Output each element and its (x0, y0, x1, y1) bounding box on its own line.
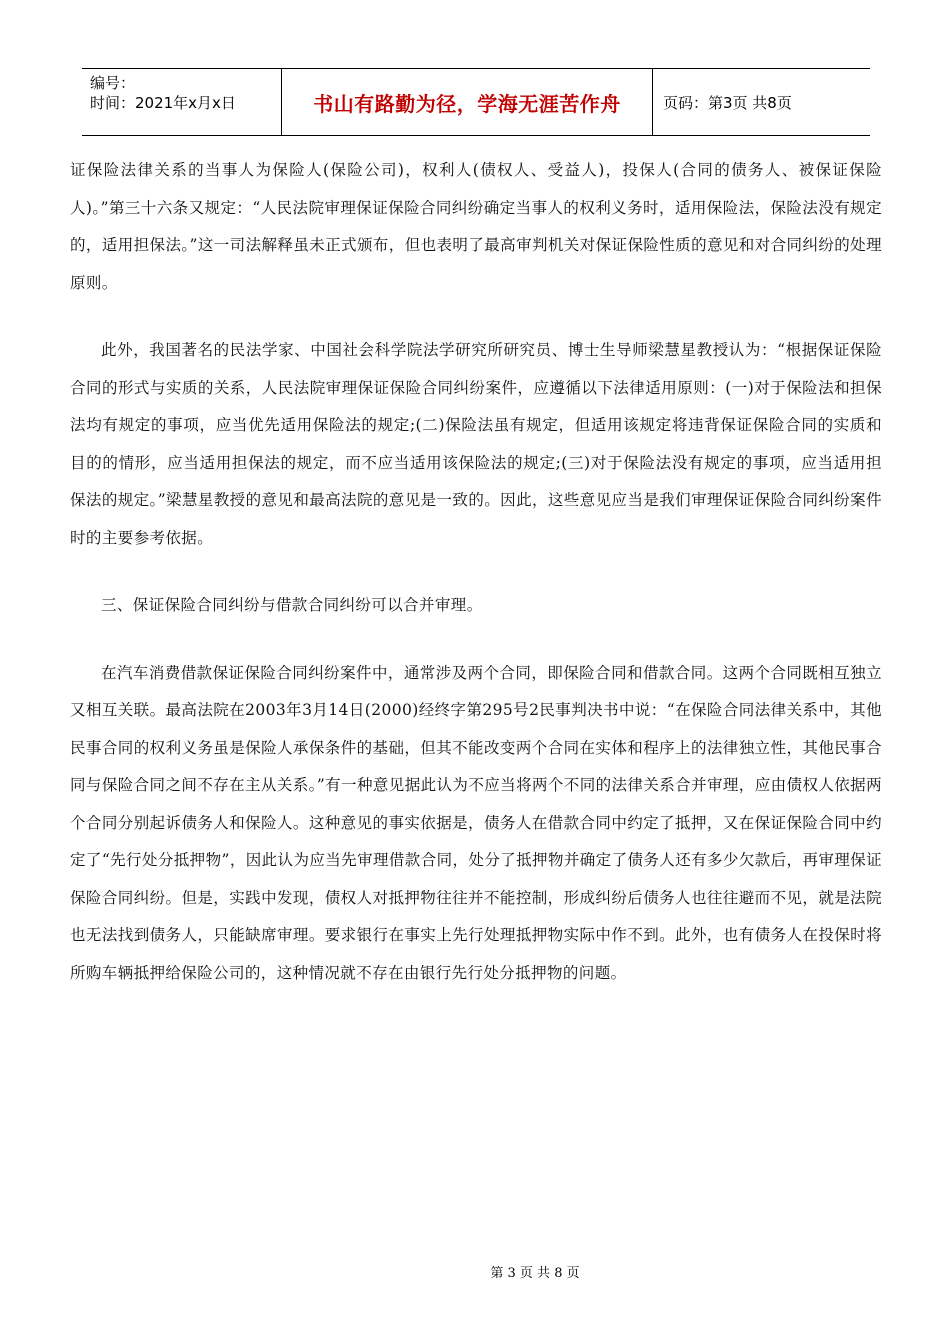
header-page-cell (653, 69, 870, 135)
paragraph-auto-loan: 在汽车消费借款保证保险合同纠纷案件中，通常涉及两个合同，即保险合同和借款合同。这两个合同既相互独立又相互关联。最高法院在2003年3月14日(2000)经终字第295号2民事判决书中说：“在保险合同法律关系中，其他民事合同的权利义务虽是保险人承保条件的基础，但其不能改变两个合同在实体和程序上的法律独立性，其他民事合同与保险合同之间不存在主从关系。”有一种意见据此认为不应当将两个不同的法律关系合并审理，应由债权人依据两个合同分别起诉债务人和保险人。这种意见的事实依据是，债务人在借款合同中约定了抵押，又在保证保险合同中约定了“先行处分抵押物”，因此认为应当先审理借款合同，处分了抵押物并确定了债务人还有多少欠款后，再审理保证保险合同纠纷。但是，实践中发现，债权人对抵押物往往并不能控制，形成纠纷后债务人也往往避而不见，就是法院也无法找到债务人，只能缺席审理。要求银行在事实上先行处理抵押物实际中作不到。此外，也有债务人在投保时将所购车辆抵押给保险公司的，这种情况就不存在由银行先行处分抵押物的问题。 (70, 663, 882, 982)
header-motto-cell (282, 69, 653, 135)
header-meta-cell (82, 69, 282, 135)
document-body (70, 152, 882, 992)
section-heading-three: 三、保证保险合同纠纷与借款合同纠纷可以合并审理。 (101, 596, 483, 614)
number-label: 编号： (90, 74, 136, 92)
paragraph-continuation: 证保险法律关系的当事人为保险人(保险公司)，权利人(债权人、受益人)，投保人(合同的债务人、被保证保险人)。”第三十六条又规定：“人民法院审理保证保险合同纠纷确定当事人的权利义务时，适用保险法，保险法没有规定的，适用担保法。”这一司法解释虽未正式颁布，但也表明了最高审判机关对保证保险性质的意见和对合同纠纷的处理原则。 (70, 161, 882, 292)
paragraph-liang-huixing: 此外，我国著名的民法学家、中国社会科学院法学研究所研究员、博士生导师梁慧星教授认为：“根据保证保险合同的形式与实质的关系，人民法院审理保证保险合同纠纷案件，应遵循以下法律适用原则：(一)对于保险法和担保法均有规定的事项，应当优先适用保险法的规定;(二)保险法虽有规定，但适用该规定将违背保证保险合同的实质和目的的情形，应当适用担保法的规定，而不应当适用该保险法的规定;(三)对于保险法没有规定的事项，应当适用担保法的规定。”梁慧星教授的意见和最高法院的意见是一致的。因此，这些意见应当是我们审理保证保险合同纠纷案件时的主要参考依据。 (70, 341, 882, 547)
page-info: 页码：第3页 共8页 (663, 93, 792, 112)
footer-page-number: 第 3 页 共 8 页 (490, 1266, 580, 1281)
motto-text: 书山有路勤为径，学海无涯苦作舟 (313, 91, 621, 116)
date-label: 时间：2021年x月x日 (90, 94, 236, 112)
page-footer (0, 1262, 950, 1281)
document-header (82, 68, 870, 136)
